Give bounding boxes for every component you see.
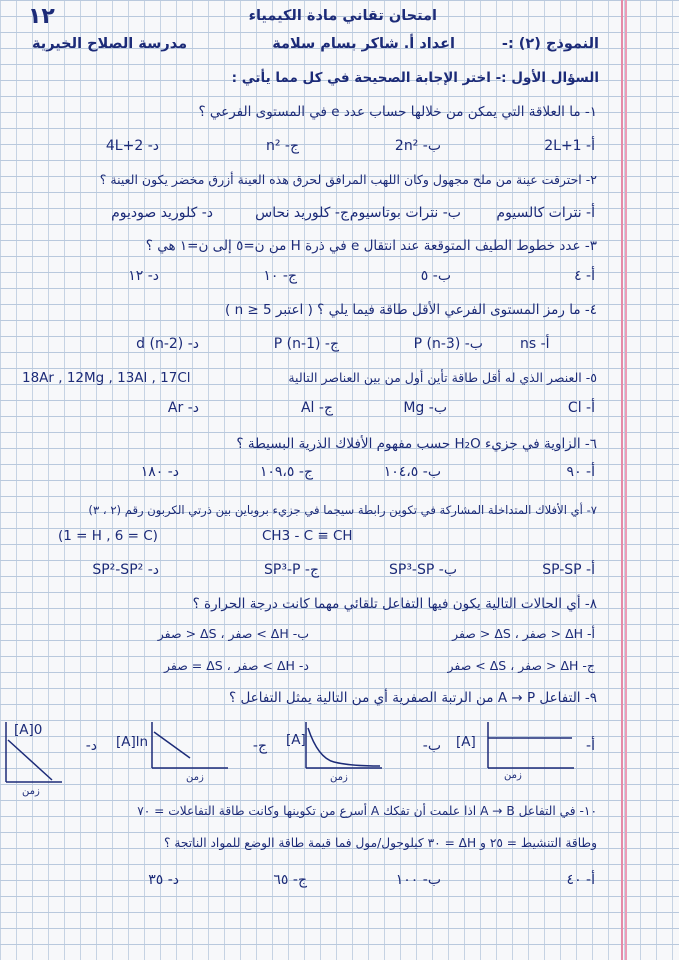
model-label: النموذج (٢) :- xyxy=(501,36,599,52)
q3-option-a[interactable]: أ- ٤ xyxy=(574,268,595,284)
question-1: ١- ما العلاقة التي يمكن من خلالها حساب عدد e في المستوى الفرعي ؟ xyxy=(198,104,597,120)
q2-option-a[interactable]: أ- نترات كالسيوم xyxy=(496,205,595,221)
q10-option-a[interactable]: أ- ٤٠ xyxy=(566,872,595,888)
q7-formula: CH3 - C ≡ CH xyxy=(262,528,353,544)
graph-a-xlabel: زمن xyxy=(504,770,522,781)
q9-graph-c[interactable] xyxy=(150,722,230,772)
section-title: السؤال الأول :- اختر الإجابة الصحيحة في كل مما يأتي : xyxy=(231,70,599,86)
q8-option-d[interactable]: د- ΔH > صفر ، ΔS = صفر xyxy=(163,658,309,673)
q6-option-d[interactable]: د- ١٨٠ xyxy=(140,464,179,480)
q5-option-d[interactable]: د- Ar xyxy=(167,400,199,416)
question-3: ٣- عدد خطوط الطيف المتوقعة عند انتقال e في ذرة H من ن=٥ إلى ن=١ هي ؟ xyxy=(145,238,597,254)
question-10: ١٠- في التفاعل A → B اذا علمت أن تفكك A أسرع من تكوينها وكانت طاقة التفاعلات = ٧٠ xyxy=(137,804,597,818)
q9-option-d[interactable]: د- xyxy=(85,738,97,754)
graph-b-svg xyxy=(304,722,384,772)
q2-option-d[interactable]: د- كلوريد صوديوم xyxy=(111,205,213,221)
q9-option-c[interactable]: ج- xyxy=(252,738,267,754)
graph-a-svg xyxy=(486,722,576,772)
question-7: ٧- أي الأفلاك المتداخلة المشاركة في تكوين رابطة سيجما في جزيء بروباين بين ذرتي الكربون رقم (٢ ، ٣) xyxy=(88,503,597,517)
q1-option-b[interactable]: ب- 2n² xyxy=(394,138,441,154)
q4-option-c[interactable]: ج- (n-1) P xyxy=(273,336,339,352)
graph-d-xlabel: زمن xyxy=(22,786,40,797)
q6-option-b[interactable]: ب- ١٠٤،٥ xyxy=(383,464,441,480)
question-4: ٤- ما رمز المستوى الفرعي الأقل طاقة فيما يلي ؟ ( اعتبر n ≥ 5 ) xyxy=(225,302,597,318)
q10-option-d[interactable]: د- ٣٥ xyxy=(148,872,179,888)
question-6: ٦- الزاوية في جزيء H₂O حسب مفهوم الأفلاك الذرية البسيطة ؟ xyxy=(236,436,597,452)
graph-b-xlabel: زمن xyxy=(330,772,348,783)
q7-numbering: (1 = H , 6 = C) xyxy=(58,528,158,544)
page-number: ١٢ xyxy=(28,4,55,29)
margin-line-2 xyxy=(625,0,627,960)
q5-elements: 18Ar , 12Mg , 13Al , 17Cl xyxy=(22,370,191,386)
question-5: ٥- العنصر الذي له أقل طاقة تأين أول من بين العناصر التالية xyxy=(288,370,597,385)
q7-option-d[interactable]: د- SP²-SP² xyxy=(92,562,159,578)
q3-option-b[interactable]: ب- ٥ xyxy=(420,268,451,284)
q8-option-c[interactable]: ج- ΔH < صفر ، ΔS > صفر xyxy=(447,658,595,673)
graph-c-xlabel: زمن xyxy=(186,772,204,783)
graph-c-svg xyxy=(150,722,230,772)
q7-option-c[interactable]: ج- SP³-P xyxy=(264,562,319,578)
q10-option-b[interactable]: ب- ١٠٠ xyxy=(395,872,441,888)
q5-option-b[interactable]: ب- Mg xyxy=(403,400,447,416)
q9-option-a[interactable]: أ- xyxy=(586,738,595,754)
q9-graph-a[interactable] xyxy=(486,722,576,772)
q1-option-d[interactable]: د- 4L+2 xyxy=(105,138,159,154)
author: اعداد أ. شاكر بسام سلامة xyxy=(272,36,455,52)
q4-option-b[interactable]: ب- (n-3) P xyxy=(413,336,483,352)
q2-option-b[interactable]: ب- نترات بوتاسيوم xyxy=(349,205,461,221)
graph-b-ylabel: [A] xyxy=(286,732,306,748)
q6-option-a[interactable]: أ- ٩٠ xyxy=(566,464,595,480)
q3-option-d[interactable]: د- ١٢ xyxy=(128,268,159,284)
q10-option-c[interactable]: ج- ٦٥ xyxy=(273,872,307,888)
exam-title: امتحان تقاني مادة الكيمياء xyxy=(248,8,437,24)
q9-option-b[interactable]: ب- xyxy=(422,738,441,754)
q2-option-c[interactable]: ج- كلوريد نحاس xyxy=(255,205,349,221)
q8-option-b[interactable]: ب- ΔH > صفر ، ΔS < صفر xyxy=(157,626,309,641)
q9-graph-b[interactable] xyxy=(304,722,384,772)
margin-line xyxy=(621,0,623,960)
question-10-line2: وطاقة التنشيط = ٢٥ و ΔH = ٣٠ كيلوجول/مول فما قيمة طاقة الوضع للمواد الناتجة ؟ xyxy=(164,836,597,850)
q1-option-c[interactable]: ج- n² xyxy=(265,138,299,154)
question-2: ٢- احترقت عينة من ملح مجهول وكان اللهب المرافق لحرق هذه العينة أزرق مخضر يكون العينة ؟ xyxy=(99,172,597,187)
q1-option-a[interactable]: أ- 2L+1 xyxy=(544,138,595,154)
graph-a-ylabel: [A] xyxy=(456,734,476,750)
graph-d-ylabel: [A]0 xyxy=(14,722,43,738)
q5-option-c[interactable]: ج- Al xyxy=(300,400,333,416)
q7-option-b[interactable]: ب- SP³-SP xyxy=(388,562,457,578)
q4-option-a[interactable]: أ- ns xyxy=(520,336,550,352)
graph-c-ylabel: [A]ln xyxy=(116,734,149,750)
q6-option-c[interactable]: ج- ١٠٩،٥ xyxy=(259,464,313,480)
q8-option-a[interactable]: أ- ΔH < صفر ، ΔS < صفر xyxy=(452,626,595,641)
q3-option-c[interactable]: ج- ١٠ xyxy=(263,268,297,284)
school-name: مدرسة الصلاح الخيرية xyxy=(32,36,188,52)
question-9: ٩- التفاعل A → P من الرتبة الصفرية أي من التالية يمثل التفاعل ؟ xyxy=(228,690,597,706)
q5-option-a[interactable]: أ- Cl xyxy=(567,400,595,416)
question-8: ٨- أي الحالات التالية يكون فيها التفاعل تلقائي مهما كانت درجة الحرارة ؟ xyxy=(192,596,597,612)
q4-option-d[interactable]: د- (n-2) d xyxy=(136,336,199,352)
q7-option-a[interactable]: أ- SP-SP xyxy=(542,562,595,578)
